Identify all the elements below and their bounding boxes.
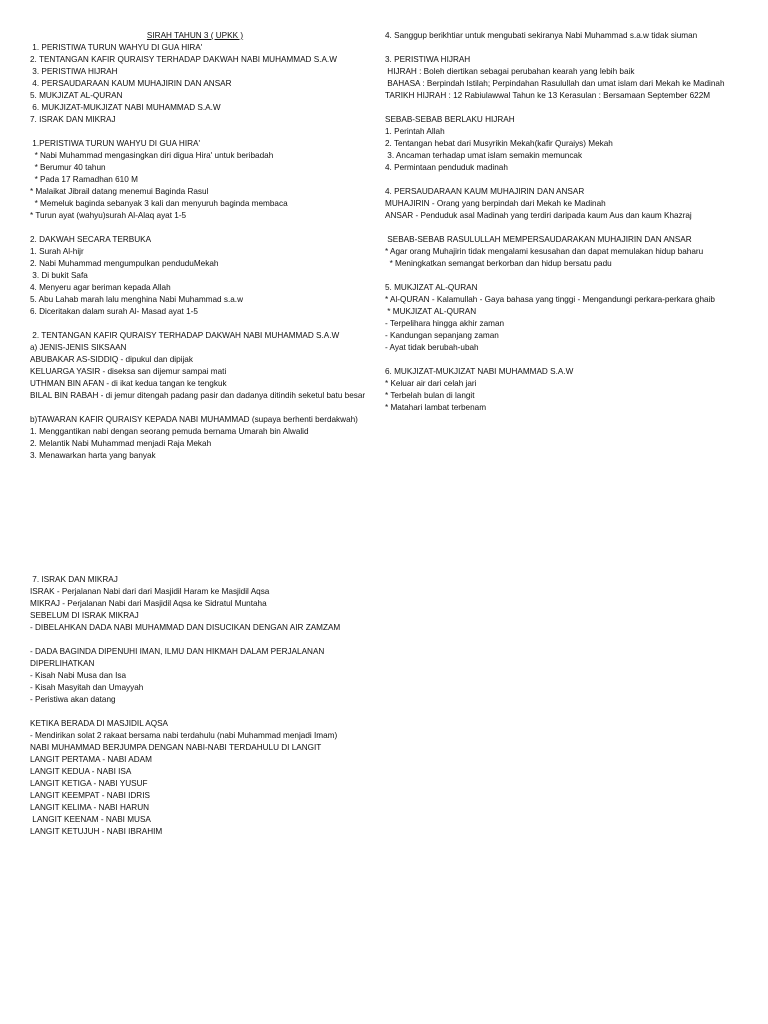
text-line: HIJRAH : Boleh diertikan sebagai perubahan kearah yang lebih baik xyxy=(385,67,635,76)
text-line xyxy=(30,634,382,646)
text-line xyxy=(385,270,745,282)
text-line: * Meningkatkan semangat berkorban dan hidup bersatu padu xyxy=(385,259,612,268)
text-line xyxy=(385,222,745,234)
text-line: 4. PERSAUDARAAN KAUM MUHAJIRIN DAN ANSAR xyxy=(30,79,232,88)
text-line: 4. Menyeru agar beriman kepada Allah xyxy=(30,283,171,292)
text-line: 2. TENTANGAN KAFIR QURAISY TERHADAP DAKWAH NABI MUHAMMAD S.A.W xyxy=(30,55,337,64)
document-title: SIRAH TAHUN 3 ( UPKK ) xyxy=(146,31,244,40)
left-column xyxy=(30,30,382,462)
text-line: MIKRAJ - Perjalanan Nabi dari Masjidil Aqsa ke Sidratul Muntaha xyxy=(30,599,267,608)
bottom-section-lines xyxy=(30,574,382,838)
text-line: 6. MUKJIZAT-MUKJIZAT NABI MUHAMMAD S.A.W xyxy=(30,103,221,112)
text-line xyxy=(30,222,382,234)
text-line: 1. Perintah Allah xyxy=(385,127,445,136)
text-line: BAHASA : Berpindah Istilah; Perpindahan Rasulullah dan umat islam dari Mekah ke Madinah xyxy=(385,79,725,88)
text-line: * Matahari lambat terbenam xyxy=(385,403,487,412)
text-line: * Terbelah bulan di langit xyxy=(385,391,475,400)
text-line: 6. Diceritakan dalam surah Al- Masad ayat 1-5 xyxy=(30,307,198,316)
text-line: 1. PERISTIWA TURUN WAHYU DI GUA HIRA' xyxy=(30,43,203,52)
text-line: LANGIT KEEMPAT - NABI IDRIS xyxy=(30,791,150,800)
text-line: LANGIT KETIGA - NABI YUSUF xyxy=(30,779,148,788)
text-line xyxy=(385,174,745,186)
text-line: 5. Abu Lahab marah lalu menghina Nabi Muhammad s.a.w xyxy=(30,295,243,304)
text-line xyxy=(30,126,382,138)
right-column xyxy=(385,30,745,414)
text-line: * Pada 17 Ramadhan 610 M xyxy=(30,175,138,184)
text-line: - Mendirikan solat 2 rakaat bersama nabi terdahulu (nabi Muhammad menjadi Imam) xyxy=(30,731,338,740)
text-line: SEBAB-SEBAB RASULULLAH MEMPERSAUDARAKAN MUHAJIRIN DAN ANSAR xyxy=(385,235,692,244)
text-line: 6. MUKJIZAT-MUKJIZAT NABI MUHAMMAD S.A.W xyxy=(385,367,574,376)
text-line: 7. ISRAK DAN MIKRAJ xyxy=(30,575,118,584)
text-line: KELUARGA YASIR - diseksa san dijemur sampai mati xyxy=(30,367,227,376)
text-line: - Kisah Nabi Musa dan Isa xyxy=(30,671,127,680)
text-line: 2. Tentangan hebat dari Musyrikin Mekah(kafir Quraiys) Mekah xyxy=(385,139,613,148)
text-line: ABUBAKAR AS-SIDDIQ - dipukul dan dipijak xyxy=(30,355,193,364)
text-line: BILAL BIN RABAH - di jemur ditengah padang pasir dan dadanya ditindih seketul batu besar xyxy=(30,391,366,400)
text-line: * Memeluk baginda sebanyak 3 kali dan menyuruh baginda membaca xyxy=(30,199,288,208)
text-line: - Peristiwa akan datang xyxy=(30,695,116,704)
text-line: 7. ISRAK DAN MIKRAJ xyxy=(30,115,116,124)
text-line: * Keluar air dari celah jari xyxy=(385,379,477,388)
text-line: * Al-QURAN - Kalamullah - Gaya bahasa yang tinggi - Mengandungi perkara-perkara ghaib xyxy=(385,295,715,304)
israk-mikraj-section xyxy=(30,574,382,838)
text-line: MUHAJIRIN - Orang yang berpindah dari Mekah ke Madinah xyxy=(385,199,606,208)
text-line: b)TAWARAN KAFIR QURAISY KEPADA NABI MUHAMMAD (supaya berhenti berdakwah) xyxy=(30,415,358,424)
text-line: NABI MUHAMMAD BERJUMPA DENGAN NABI-NABI TERDAHULU DI LANGIT xyxy=(30,743,322,752)
text-line: 4. Sanggup berikhtiar untuk mengubati sekiranya Nabi Muhammad s.a.w tidak siuman xyxy=(385,31,698,40)
text-line: 1.PERISTIWA TURUN WAHYU DI GUA HIRA' xyxy=(30,139,201,148)
text-line xyxy=(385,42,745,54)
text-line: 1. Menggantikan nabi dengan seorang pemuda bernama Umarah bin Alwalid xyxy=(30,427,309,436)
text-line: 2. DAKWAH SECARA TERBUKA xyxy=(30,235,152,244)
text-line: 2. Melantik Nabi Muhammad menjadi Raja Mekah xyxy=(30,439,212,448)
text-line: 2. TENTANGAN KAFIR QURAISY TERHADAP DAKWAH NABI MUHAMMAD S.A.W xyxy=(30,331,340,340)
text-line: 1. Surah Al-hijr xyxy=(30,247,84,256)
text-line: KETIKA BERADA DI MASJIDIL AQSA xyxy=(30,719,169,728)
text-line: ISRAK - Perjalanan Nabi dari dari Masjidil Haram ke Masjidil Aqsa xyxy=(30,587,270,596)
text-line: 2. Nabi Muhammad mengumpulkan penduduMekah xyxy=(30,259,219,268)
text-line: * Malaikat Jibrail datang menemui Baginda Rasul xyxy=(30,187,209,196)
text-line: 3. PERISTIWA HIJRAH xyxy=(30,67,118,76)
text-line: 4. Permintaan penduduk madinah xyxy=(385,163,508,172)
text-line: LANGIT KELIMA - NABI HARUN xyxy=(30,803,150,812)
right-column-lines xyxy=(385,30,745,414)
text-line: * Nabi Muhammad mengasingkan diri digua Hira' untuk beribadah xyxy=(30,151,274,160)
text-line: 3. PERISTIWA HIJRAH xyxy=(385,55,471,64)
text-line: 3. Menawarkan harta yang banyak xyxy=(30,451,156,460)
text-line: 5. MUKJIZAT AL-QURAN xyxy=(385,283,478,292)
text-line: 3. Di bukit Safa xyxy=(30,271,88,280)
text-line: TARIKH HIJRAH : 12 Rabiulawwal Tahun ke 13 Kerasulan : Bersamaan September 622M xyxy=(385,91,711,100)
text-line xyxy=(30,706,382,718)
text-line: * Berumur 40 tahun xyxy=(30,163,106,172)
text-line xyxy=(385,102,745,114)
text-line: * Turun ayat (wahyu)surah Al-Alaq ayat 1-5 xyxy=(30,211,187,220)
text-line: * Agar orang Muhajirin tidak mengalami kesusahan dan dapat memulakan hidup baharu xyxy=(385,247,704,256)
text-line xyxy=(30,318,382,330)
text-line: SEBAB-SEBAB BERLAKU HIJRAH xyxy=(385,115,515,124)
text-line: LANGIT KEDUA - NABI ISA xyxy=(30,767,132,776)
text-line: UTHMAN BIN AFAN - di ikat kedua tangan ke tengkuk xyxy=(30,379,227,388)
text-line: LANGIT PERTAMA - NABI ADAM xyxy=(30,755,152,764)
left-column-lines xyxy=(30,42,382,462)
text-line: LANGIT KEENAM - NABI MUSA xyxy=(30,815,151,824)
text-line: - DADA BAGINDA DIPENUHI IMAN, ILMU DAN HIKMAH DALAM PERJALANAN DIPERLIHATKAN xyxy=(30,647,327,668)
text-line: * MUKJIZAT AL-QURAN xyxy=(385,307,477,316)
text-line: ANSAR - Penduduk asal Madinah yang terdiri daripada kaum Aus dan kaum Khazraj xyxy=(385,211,692,220)
text-line: - Terpelihara hingga akhir zaman xyxy=(385,319,505,328)
text-line: a) JENIS-JENIS SIKSAAN xyxy=(30,343,127,352)
text-line: 5. MUKJIZAT AL-QURAN xyxy=(30,91,123,100)
text-line: 3. Ancaman terhadap umat islam semakin memuncak xyxy=(385,151,583,160)
text-line: - Kandungan sepanjang zaman xyxy=(385,331,499,340)
text-line: - Ayat tidak berubah-ubah xyxy=(385,343,479,352)
text-line: LANGIT KETUJUH - NABI IBRAHIM xyxy=(30,827,163,836)
text-line: - Kisah Masyitah dan Umayyah xyxy=(30,683,144,692)
text-line: SEBELUM DI ISRAK MIKRAJ xyxy=(30,611,139,620)
text-line: - DIBELAHKAN DADA NABI MUHAMMAD DAN DISUCIKAN DENGAN AIR ZAMZAM xyxy=(30,623,341,632)
text-line: 4. PERSAUDARAAN KAUM MUHAJIRIN DAN ANSAR xyxy=(385,187,585,196)
text-line xyxy=(30,402,382,414)
text-line xyxy=(385,354,745,366)
